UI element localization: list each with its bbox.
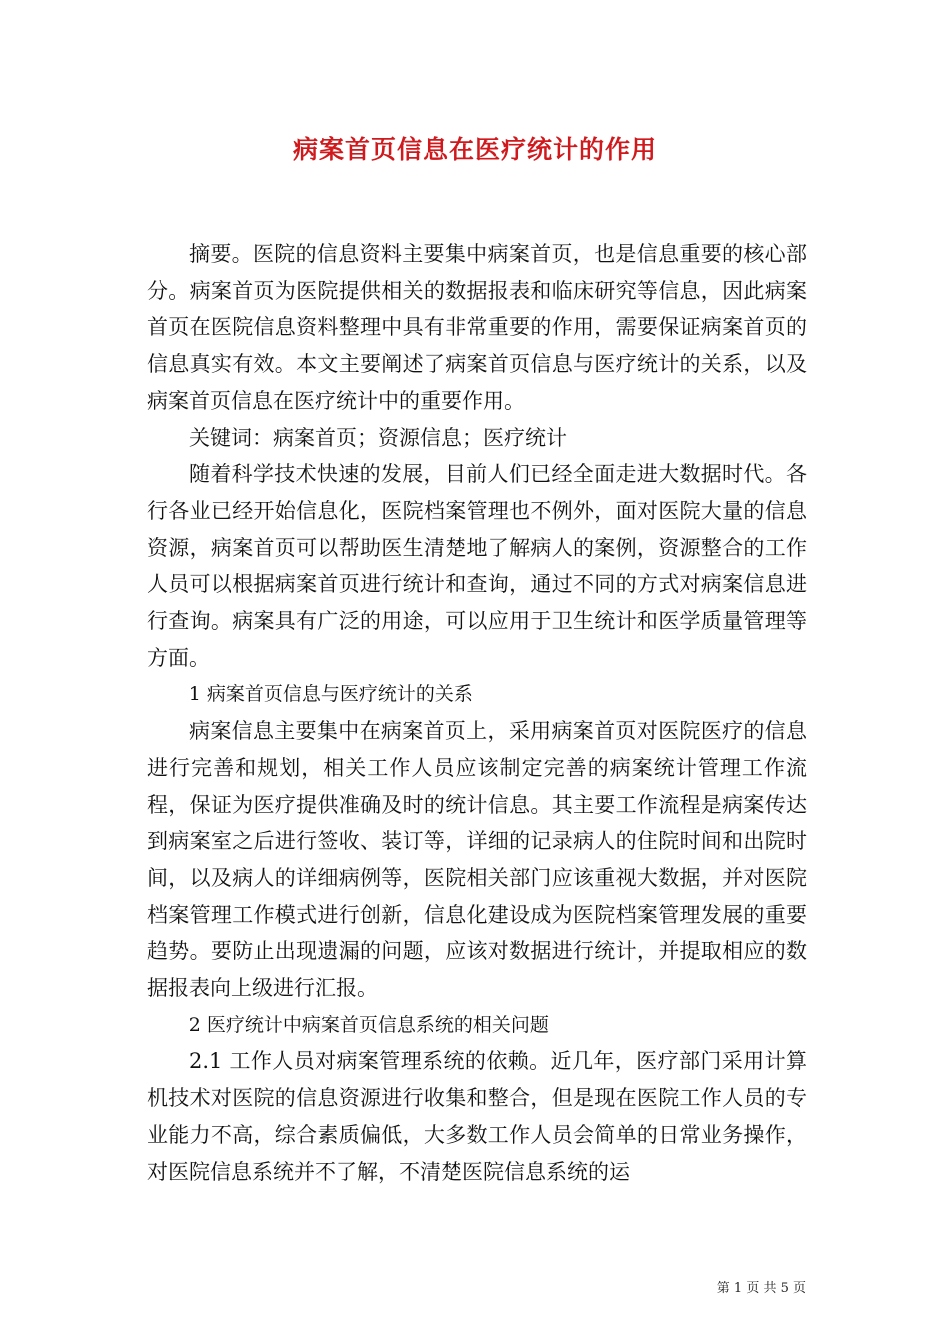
document-body — [147, 236, 807, 1190]
section-1-paragraph: 病案信息主要集中在病案首页上，采用病案首页对医院医疗的信息进行完善和规划，相关工作人员应该制定完善的病案统计管理工作流程，保证为医疗提供准确及时的统计信息。其主要工作流程是病案传达到病案室之后进行签收、装订等，详细的记录病人的住院时间和出院时间，以及病人的详细病例等，医院相关部门应该重视大数据，并对医院档案管理工作模式进行创新，信息化建设成为医院档案管理发展的重要趋势。要防止出现遗漏的问题，应该对数据进行统计，并提取相应的数据报表向上级进行汇报。 — [147, 719, 807, 1001]
section-2-heading: 2 医疗统计中病案首页信息系统的相关问题 — [188, 1013, 549, 1036]
document-title: 病案首页信息在医疗统计的作用 — [292, 135, 657, 164]
section-1-heading: 1 病案首页信息与医疗统计的关系 — [188, 683, 473, 706]
abstract-paragraph: 摘要。医院的信息资料主要集中病案首页，也是信息重要的核心部分。病案首页为医院提供相关的数据报表和临床研究等信息，因此病案首页在医院信息资料整理中具有非常重要的作用，需要保证病案首页的信息真实有效。本文主要阐述了病案首页信息与医疗统计的关系，以及病案首页信息在医疗统计中的重要作用。 — [147, 242, 807, 413]
section-2-1-paragraph: 2.1 工作人员对病案管理系统的依赖。近几年，医疗部门采用计算机技术对医院的信息资源进行收集和整合，但是现在医院工作人员的专业能力不高，综合素质偏低，大多数工作人员会简单的日常业务操作，对医院信息系统并不了解，不清楚医院信息系统的运 — [147, 1049, 807, 1184]
intro-paragraph: 随着科学技术快速的发展，目前人们已经全面走进大数据时代。各行各业已经开始信息化，医院档案管理也不例外，面对医院大量的信息资源，病案首页可以帮助医生清楚地了解病人的案例，资源整合的工作人员可以根据病案首页进行统计和查询，通过不同的方式对病案信息进行查询。病案具有广泛的用途，可以应用于卫生统计和医学质量管理等方面。 — [147, 462, 807, 670]
page-number-footer: 第 1 页 共 5 页 — [716, 1281, 806, 1296]
keywords-line: 关键词：病案首页；资源信息；医疗统计 — [189, 425, 567, 450]
